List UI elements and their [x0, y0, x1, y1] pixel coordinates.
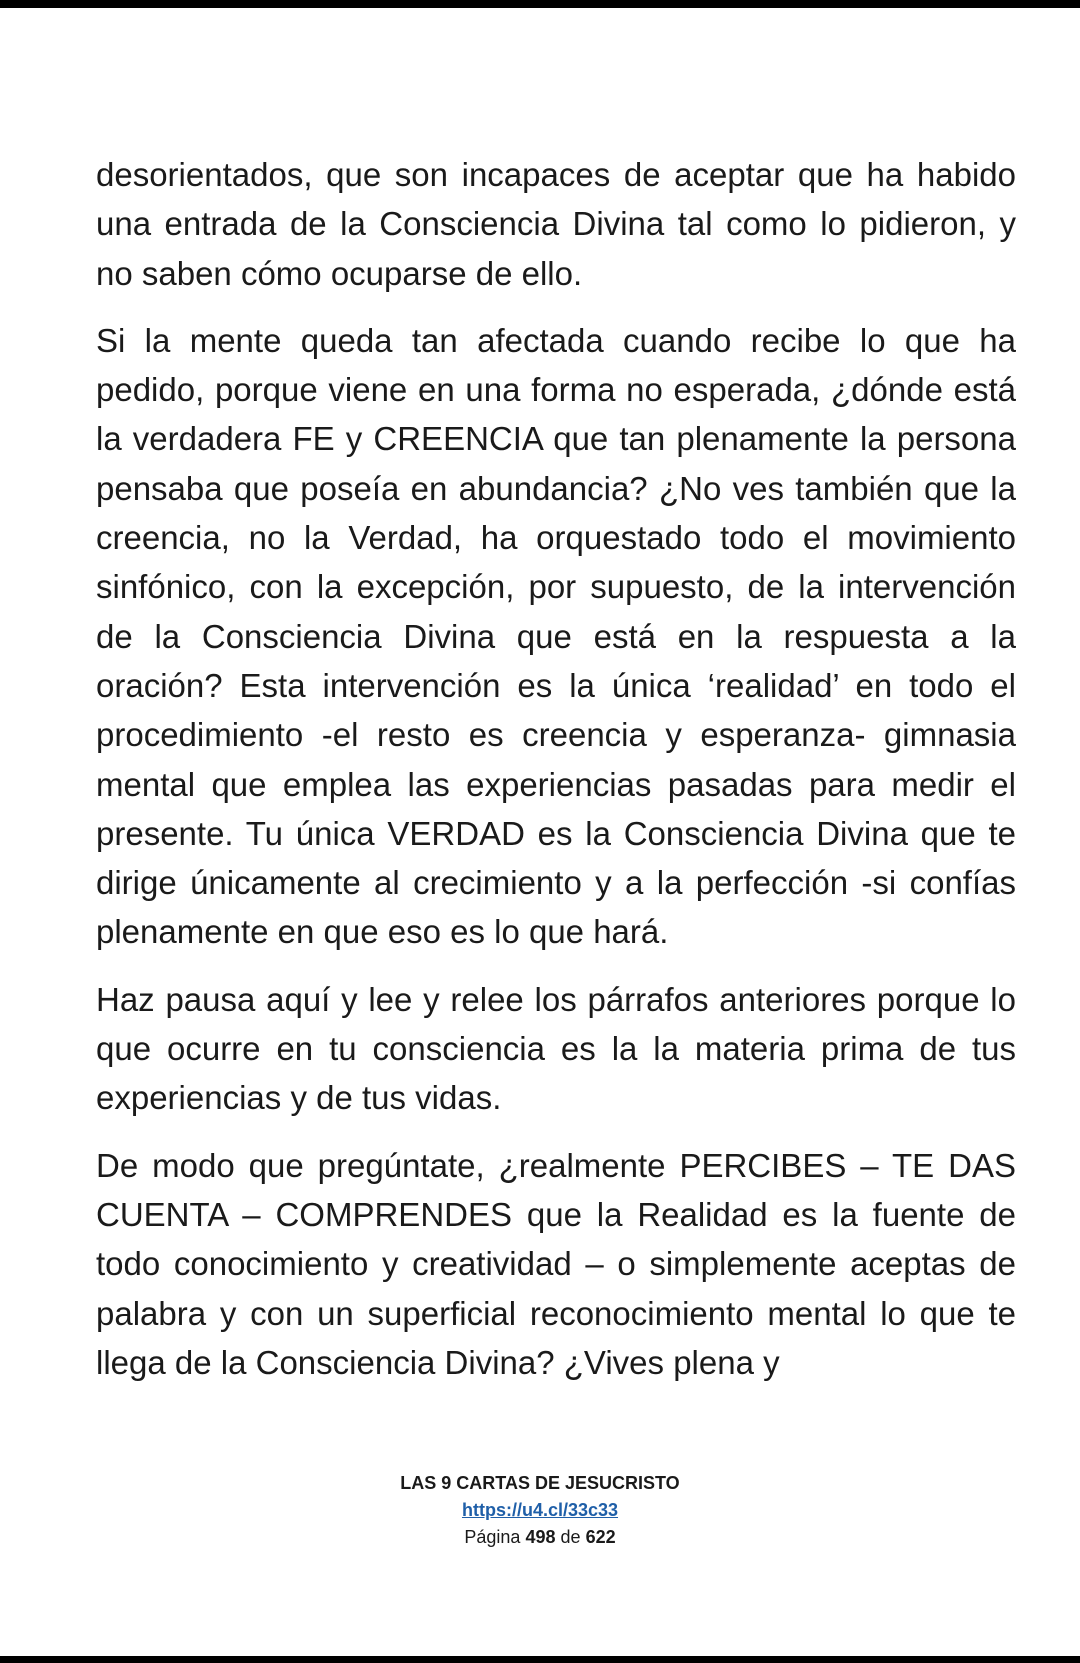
- page-body: [96, 150, 1016, 1405]
- top-border: [0, 0, 1080, 8]
- paragraph-2: Si la mente queda tan afectada cuando recibe lo que ha pedido, porque viene en una forma no esperada, ¿dónde está la verdadera FE y CREENCIA que tan plenamente la persona pensaba que poseía en abundancia? ¿No ves también que la creencia, no la Verdad, ha orquestado todo el movimiento sinfónico, con la excepción, por supuesto, de la intervención de la Consciencia Divina que está en la respuesta a la oración? Esta intervención es la única ‘realidad’ en todo el procedimiento -el resto es creencia y esperanza- gimnasia mental que emplea las experiencias pasadas para medir el presente. Tu única VERDAD es la Consciencia Divina que te dirige únicamente al crecimiento y a la perfección -si confías plenamente en que eso es lo que hará.: [96, 321, 1016, 951]
- book-title: LAS 9 CARTAS DE JESUCRISTO: [400, 1473, 680, 1493]
- bottom-border: [0, 1656, 1080, 1663]
- page-footer: [0, 1470, 1080, 1551]
- book-link[interactable]: https://u4.cl/33c33: [461, 1500, 619, 1520]
- page-of: de: [560, 1527, 581, 1547]
- page-total: 622: [585, 1527, 616, 1547]
- page-prefix: Página: [464, 1527, 521, 1547]
- paragraph-4: De modo que pregúntate, ¿realmente PERCIBES – TE DAS CUENTA – COMPRENDES que la Realidad es la fuente de todo conocimiento y creatividad – o simplemente aceptas de palabra y con un superficial reconocimiento mental lo que te llega de la Consciencia Divina? ¿Vives plena y: [96, 1146, 1016, 1381]
- page-number: 498: [525, 1527, 556, 1547]
- paragraph-3: Haz pausa aquí y lee y relee los párrafos anteriores porque lo que ocurre en tu consciencia es la la materia prima de tus experiencias y de tus vidas.: [96, 980, 1016, 1117]
- paragraph-1: desorientados, que son incapaces de aceptar que ha habido una entrada de la Consciencia Divina tal como lo pidieron, y no saben cómo ocuparse de ello.: [96, 156, 1016, 292]
- page-indicator: [0, 1524, 1080, 1551]
